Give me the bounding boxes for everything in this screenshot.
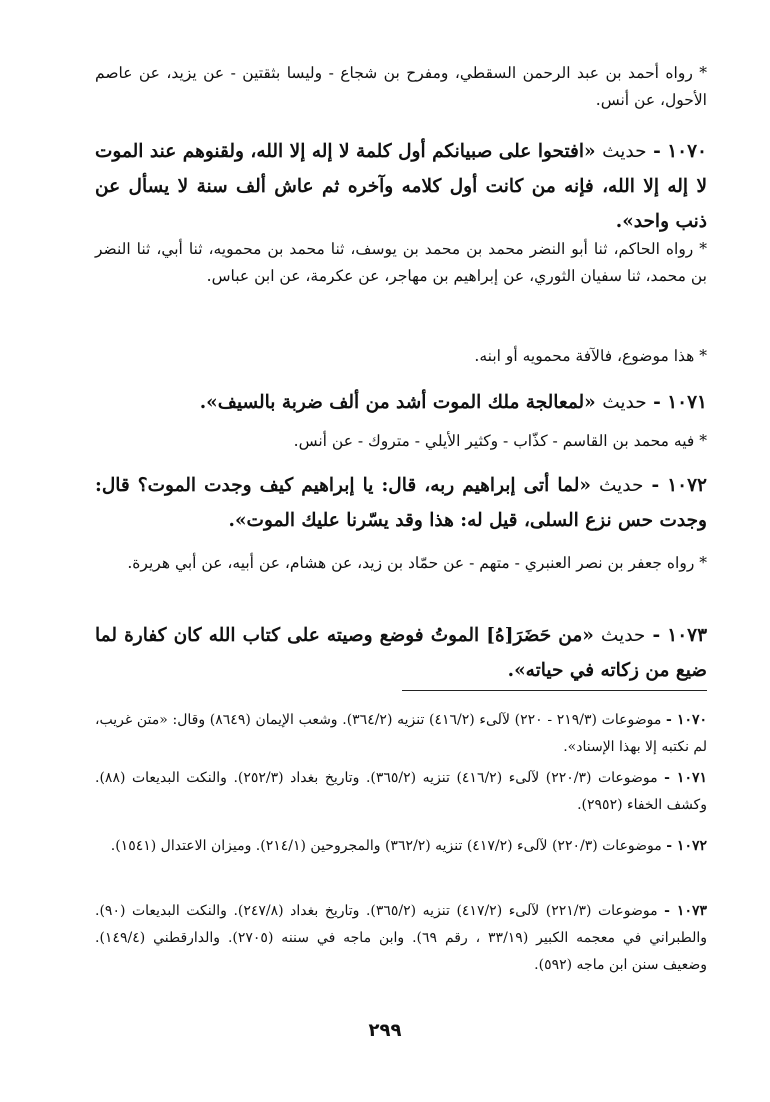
footnote-1072 [95, 833, 707, 860]
hadith-number: ١٠٧١ - [653, 392, 707, 413]
verdict-paragraph: * هذا موضوع، فالآفة محمويه أو ابنه. [474, 347, 707, 365]
hadith-lead: حديث [600, 625, 646, 646]
hadith-lead: حديث [602, 392, 647, 413]
footnote-text: موضوعات (٢١٩/٣ - ٢٢٠) لآلىء (٤١٦/٢) تنزيه (٣٦٤/٢). وشعب الإيمان (٨٦٤٩) وقال: «متن غريب، لم نكتبه إلا بهذا الإسناد». [95, 712, 707, 755]
footnote-text: موضوعات (٢٢٠/٣) لآلىء (٤١٦/٢) تنزيه (٣٦٥/٢). وتاريخ بغداد (٢٥٢/٣). والنكت البديعات (٨٨). وكشف الخفاء (٢٩٥٢). [95, 770, 707, 813]
hadith-text: «لمعالجة ملك الموت أشد من ألف ضربة بالسيف». [199, 392, 596, 413]
footnote-text: موضوعات (٢٢٠/٣) لآلىء (٤١٧/٢) تنزيه (٣٦٢/٢) والمجروحين (٢١٤/١). وميزان الاعتدال (١٥٤١). [110, 838, 662, 854]
hadith-text: «من حَضَرَ[هُ] الموتُ فوضع وصيته على كتاب الله كان كفارة لما ضيع من زكاته في حياته». [95, 625, 707, 681]
hadith-number: ١٠٧٠ - [653, 141, 707, 162]
hadith-1071 [95, 385, 707, 420]
narration-paragraph: * رواه أحمد بن عبد الرحمن السقطي، ومفرح بن شجاع - وليسا بثقتين - عن يزيد، عن عاصم الأحول، عن أنس. [95, 64, 707, 109]
hadith-text: «افتحوا على صبيانكم أول كلمة لا إله إلا الله، ولقنوهم عند الموت لا إله إلا الله، فإنه من كانت أول كلامه وآخره ثم عاش ألف سنة لا يسأل عن ذنب واحد». [95, 141, 707, 232]
narration-paragraph: * رواه جعفر بن نصر العنبري - متهم - عن حمّاد بن زيد، عن هشام، عن أبيه، عن أبي هريرة. [127, 554, 707, 572]
hadith-number: ١٠٧٢ - [651, 475, 707, 496]
footnote-1073 [95, 898, 707, 979]
narration-paragraph: * رواه الحاكم، ثنا أبو النضر محمد بن محمد بن يوسف، ثنا محمد بن محمويه، ثنا أبي، ثنا النضر بن محمد، ثنا سفيان الثوري، عن إبراهيم بن مهاجر، عن عكرمة، عن ابن عباس. [95, 240, 707, 285]
hadith-number: ١٠٧٣ - [652, 625, 708, 646]
hadith-text: «لما أتى إبراهيم ربه، قال: يا إبراهيم كيف وجدت الموت؟ قال: وجدت حس نزع السلى، قيل له: هذا وقد يسّرنا عليك الموت». [95, 475, 707, 531]
hadith-1073 [95, 618, 707, 688]
footnote-divider [402, 690, 707, 691]
footnote-number: ١٠٧٢ - [666, 838, 707, 854]
hadith-1070 [95, 134, 707, 239]
page-number: ٢٩٩ [368, 1020, 402, 1041]
footnote-1071 [95, 765, 707, 819]
hadith-lead: حديث [598, 475, 644, 496]
footnote-1070 [95, 707, 707, 761]
narration-paragraph: * فيه محمد بن القاسم - كذّاب - وكثير الأيلي - متروك - عن أنس. [293, 432, 707, 450]
footnote-number: ١٠٧٣ - [664, 903, 707, 919]
footnote-number: ١٠٧١ - [664, 770, 707, 786]
footnote-text: موضوعات (٢٢١/٣) لآلىء (٤١٧/٢) تنزيه (٣٦٥/٢). وتاريخ بغداد (٢٤٧/٨). والنكت البديعات (٩٠). والطبراني في معجمه الكبير (٣٣/١٩ ، رقم ٦٩). وابن ماجه في سننه (٢٧٠٥). والدارقطني (١٤٩/٤). وضعيف سنن ابن ماجه (٥٩٢). [95, 903, 707, 973]
footnote-number: ١٠٧٠ - [666, 712, 708, 728]
hadith-lead: حديث [602, 141, 647, 162]
hadith-1072 [95, 468, 707, 538]
